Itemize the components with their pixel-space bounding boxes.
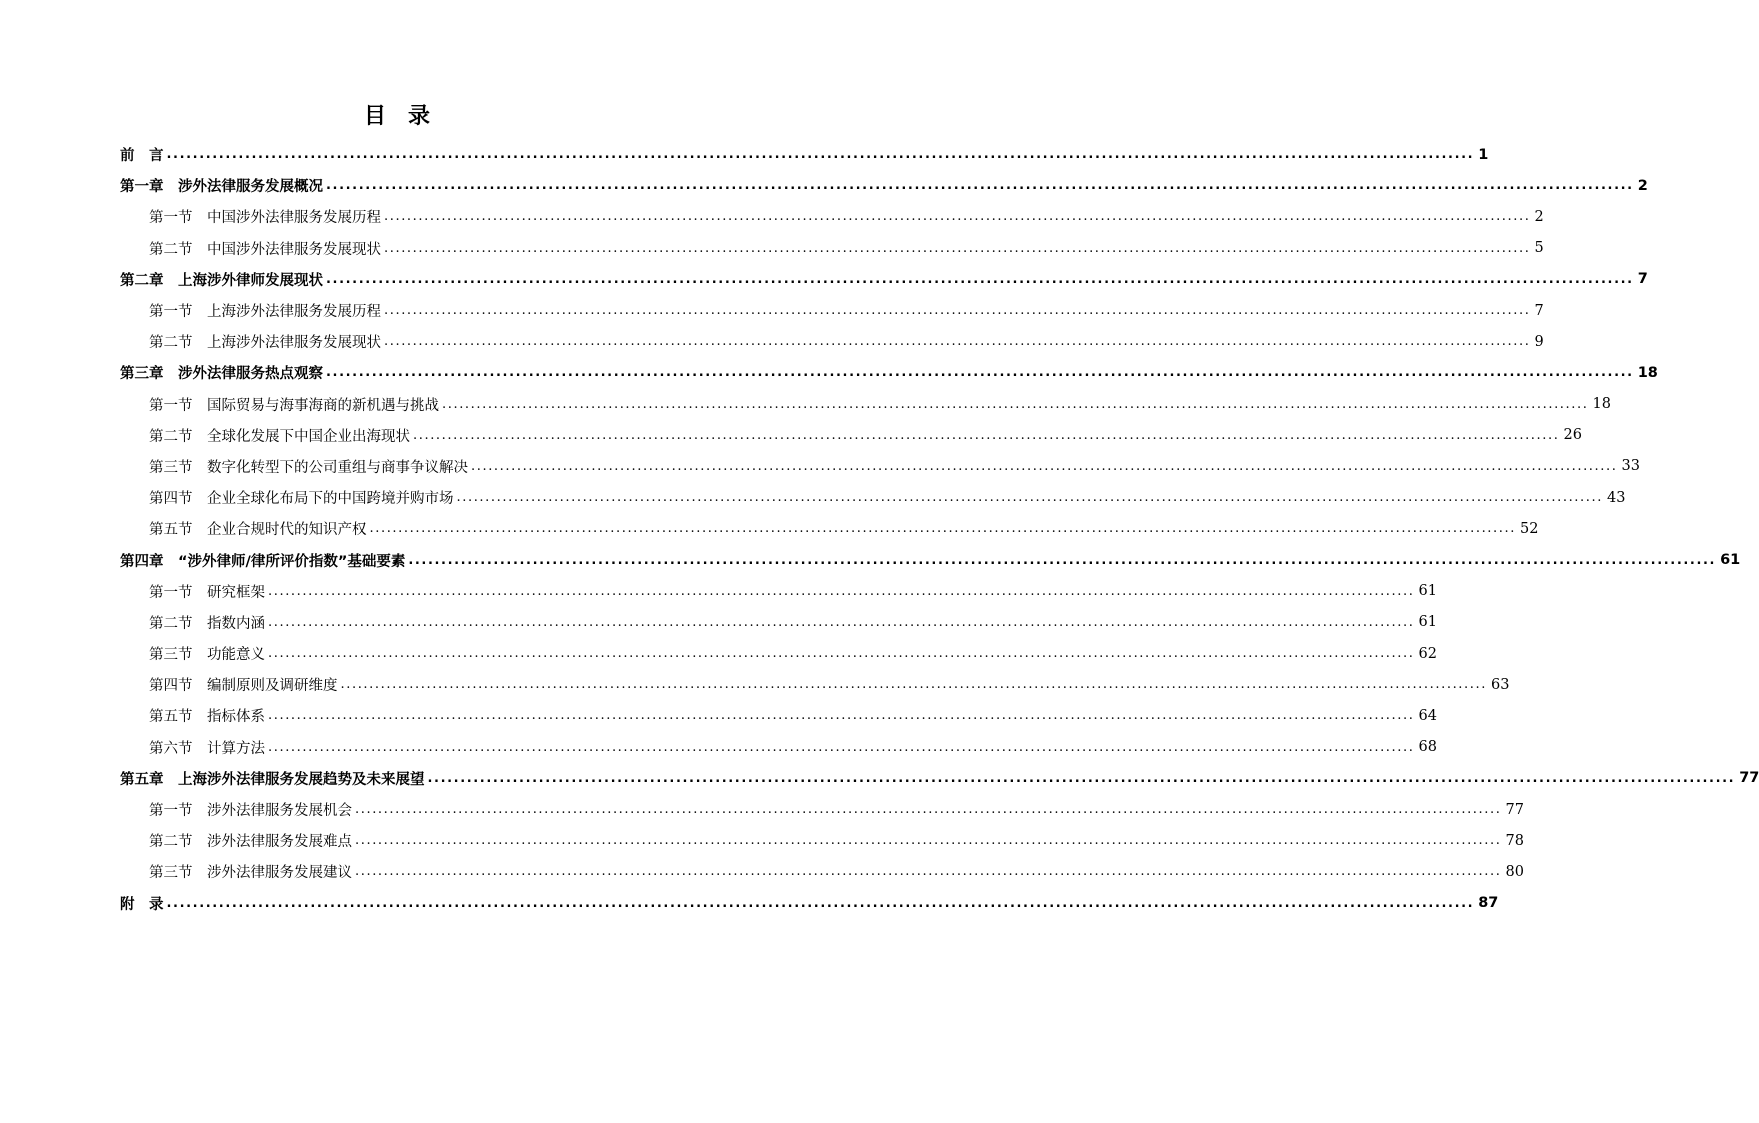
toc-page-number: 61 bbox=[1720, 552, 1741, 569]
toc-dot-leader: ........................................................................................................................................................................................................ bbox=[340, 677, 1487, 693]
toc-section-entry[interactable] bbox=[120, 669, 1510, 700]
toc-section-entry[interactable] bbox=[120, 420, 1582, 451]
toc-section-entry[interactable] bbox=[120, 638, 1437, 669]
toc-section-entry[interactable] bbox=[120, 732, 1437, 763]
toc-section-entry[interactable] bbox=[120, 794, 1524, 825]
toc-entry-label: 第一节 上海涉外法律服务发展历程 bbox=[149, 304, 381, 321]
toc-section-entry[interactable] bbox=[120, 233, 1544, 264]
toc-dot-leader: ........................................................................................................................................................................................................ bbox=[268, 708, 1415, 724]
toc-entry-label: 第一节 中国涉外法律服务发展历程 bbox=[149, 210, 381, 227]
toc-page-number: 9 bbox=[1534, 333, 1544, 350]
toc-entry-label: 第一章 涉外法律服务发展概况 bbox=[120, 179, 323, 196]
toc-page-number: 63 bbox=[1490, 676, 1510, 693]
toc-entry-label: 第二节 涉外法律服务发展难点 bbox=[149, 834, 352, 851]
toc-dot-leader: ........................................................................................................................................................................................................ bbox=[413, 427, 1560, 443]
toc-section-entry[interactable] bbox=[120, 201, 1544, 232]
toc-entry-label: 第二节 指数内涵 bbox=[149, 615, 265, 632]
toc-entry-label: 第三节 涉外法律服务发展建议 bbox=[149, 865, 352, 882]
toc-entry-label: 第二节 中国涉外法律服务发展现状 bbox=[149, 241, 381, 258]
toc-dot-leader: ........................................................................................................................................................................................................ bbox=[355, 802, 1502, 818]
toc-entry-label: 第三章 涉外法律服务热点观察 bbox=[120, 366, 323, 383]
toc-entry-label: 第六节 计算方法 bbox=[149, 740, 265, 757]
toc-entry-label: 第一节 涉外法律服务发展机会 bbox=[149, 803, 352, 820]
toc-page-number: 26 bbox=[1563, 427, 1582, 444]
toc-page-number: 18 bbox=[1637, 364, 1658, 381]
toc-entry-label: 第四节 企业全球化布局下的中国跨境并购市场 bbox=[149, 491, 454, 508]
toc-dot-leader: ........................................................................................................................................................................................................ bbox=[355, 833, 1502, 849]
toc-entry-label: 附 录 bbox=[120, 896, 164, 913]
toc-entry-label: 第四节 编制原则及调研维度 bbox=[149, 678, 338, 695]
toc-chapter-entry[interactable] bbox=[120, 139, 1489, 170]
toc-page-number: 7 bbox=[1637, 271, 1648, 288]
toc-dot-leader: ........................................................................................................................................................................................................ bbox=[384, 209, 1531, 225]
toc-page-number: 87 bbox=[1478, 895, 1499, 912]
toc-section-entry[interactable] bbox=[120, 700, 1437, 731]
toc-entry-label: 第二章 上海涉外律师发展现状 bbox=[120, 272, 323, 289]
toc-title: 目 录 bbox=[363, 104, 430, 129]
toc-entry-label: 第五章 上海涉外法律服务发展趋势及未来展望 bbox=[120, 771, 425, 788]
toc-page-number: 80 bbox=[1505, 863, 1524, 880]
toc-chapter-entry[interactable] bbox=[120, 763, 1759, 794]
toc-section-entry[interactable] bbox=[120, 513, 1539, 544]
toc-dot-leader: ........................................................................................................................................................................................................ bbox=[326, 271, 1634, 287]
toc-page-number: 64 bbox=[1418, 707, 1437, 724]
toc-dot-leader: ........................................................................................................................................................................................................ bbox=[355, 864, 1502, 880]
toc-section-entry[interactable] bbox=[120, 451, 1640, 482]
toc-entry-label: 第一节 研究框架 bbox=[149, 584, 265, 601]
toc-dot-leader: ........................................................................................................................................................................................................ bbox=[166, 147, 1475, 163]
toc-chapter-entry[interactable] bbox=[120, 544, 1741, 575]
toc-section-entry[interactable] bbox=[120, 856, 1524, 887]
toc-section-entry[interactable] bbox=[120, 607, 1437, 638]
toc-dot-leader: ........................................................................................................................................................................................................ bbox=[427, 770, 1736, 786]
toc-entry-label: 第三节 功能意义 bbox=[149, 647, 265, 664]
toc-chapter-entry[interactable] bbox=[120, 170, 1648, 201]
toc-section-entry[interactable] bbox=[120, 825, 1524, 856]
toc-section-entry[interactable] bbox=[120, 295, 1544, 326]
toc-dot-leader: ........................................................................................................................................................................................................ bbox=[384, 334, 1531, 350]
toc-dot-leader: ........................................................................................................................................................................................................ bbox=[384, 303, 1531, 319]
toc-section-entry[interactable] bbox=[120, 389, 1611, 420]
toc-entry-label: 第四章 “涉外律师/律所评价指数”基础要素 bbox=[120, 553, 406, 570]
toc-dot-leader: ........................................................................................................................................................................................................ bbox=[456, 490, 1603, 506]
toc-page-number: 61 bbox=[1418, 614, 1437, 631]
toc-dot-leader: ........................................................................................................................................................................................................ bbox=[408, 552, 1717, 568]
toc-page-number: 5 bbox=[1534, 240, 1544, 257]
toc-page-number: 77 bbox=[1739, 770, 1759, 787]
toc-entry-label: 第五节 指标体系 bbox=[149, 709, 265, 726]
toc-page-number: 1 bbox=[1478, 146, 1489, 163]
toc-dot-leader: ........................................................................................................................................................................................................ bbox=[384, 240, 1531, 256]
toc-dot-leader: ........................................................................................................................................................................................................ bbox=[268, 646, 1415, 662]
toc-dot-leader: ........................................................................................................................................................................................................ bbox=[166, 895, 1475, 911]
toc-section-entry[interactable] bbox=[120, 576, 1437, 607]
toc-page-number: 18 bbox=[1592, 396, 1611, 413]
toc-page-number: 77 bbox=[1505, 801, 1524, 818]
toc-page-number: 62 bbox=[1418, 645, 1437, 662]
toc-section-entry[interactable] bbox=[120, 482, 1626, 513]
toc-page-number: 2 bbox=[1534, 208, 1544, 225]
toc-page-number: 68 bbox=[1418, 739, 1437, 756]
toc-page-number: 52 bbox=[1519, 520, 1539, 537]
toc-dot-leader: ........................................................................................................................................................................................................ bbox=[268, 739, 1415, 755]
toc-dot-leader: ........................................................................................................................................................................................................ bbox=[326, 178, 1634, 194]
toc-entry-label: 第二节 全球化发展下中国企业出海现状 bbox=[149, 428, 410, 445]
toc-chapter-entry[interactable] bbox=[120, 264, 1648, 295]
toc-dot-leader: ........................................................................................................................................................................................................ bbox=[326, 365, 1634, 381]
toc-page-number: 61 bbox=[1418, 583, 1437, 600]
toc-page-number: 33 bbox=[1621, 458, 1640, 475]
toc-dot-leader: ........................................................................................................................................................................................................ bbox=[442, 396, 1589, 412]
toc-page-number: 2 bbox=[1637, 177, 1648, 194]
toc-page-number: 7 bbox=[1534, 302, 1544, 319]
toc-entry-label: 第五节 企业合规时代的知识产权 bbox=[149, 522, 367, 539]
toc-section-entry[interactable] bbox=[120, 326, 1544, 357]
toc-dot-leader: ........................................................................................................................................................................................................ bbox=[369, 521, 1516, 537]
toc-chapter-entry[interactable] bbox=[120, 357, 1658, 388]
toc-page-number: 43 bbox=[1606, 489, 1626, 506]
toc-entry-label: 第二节 上海涉外法律服务发展现状 bbox=[149, 335, 381, 352]
table-of-contents bbox=[120, 139, 1759, 919]
toc-dot-leader: ........................................................................................................................................................................................................ bbox=[471, 458, 1618, 474]
toc-entry-label: 第三节 数字化转型下的公司重组与商事争议解决 bbox=[149, 459, 468, 476]
toc-dot-leader: ........................................................................................................................................................................................................ bbox=[268, 583, 1415, 599]
toc-page-number: 78 bbox=[1505, 832, 1524, 849]
toc-chapter-entry[interactable] bbox=[120, 888, 1499, 919]
toc-entry-label: 前 言 bbox=[120, 148, 164, 165]
toc-entry-label: 第一节 国际贸易与海事海商的新机遇与挑战 bbox=[149, 397, 439, 414]
toc-dot-leader: ........................................................................................................................................................................................................ bbox=[268, 614, 1415, 630]
